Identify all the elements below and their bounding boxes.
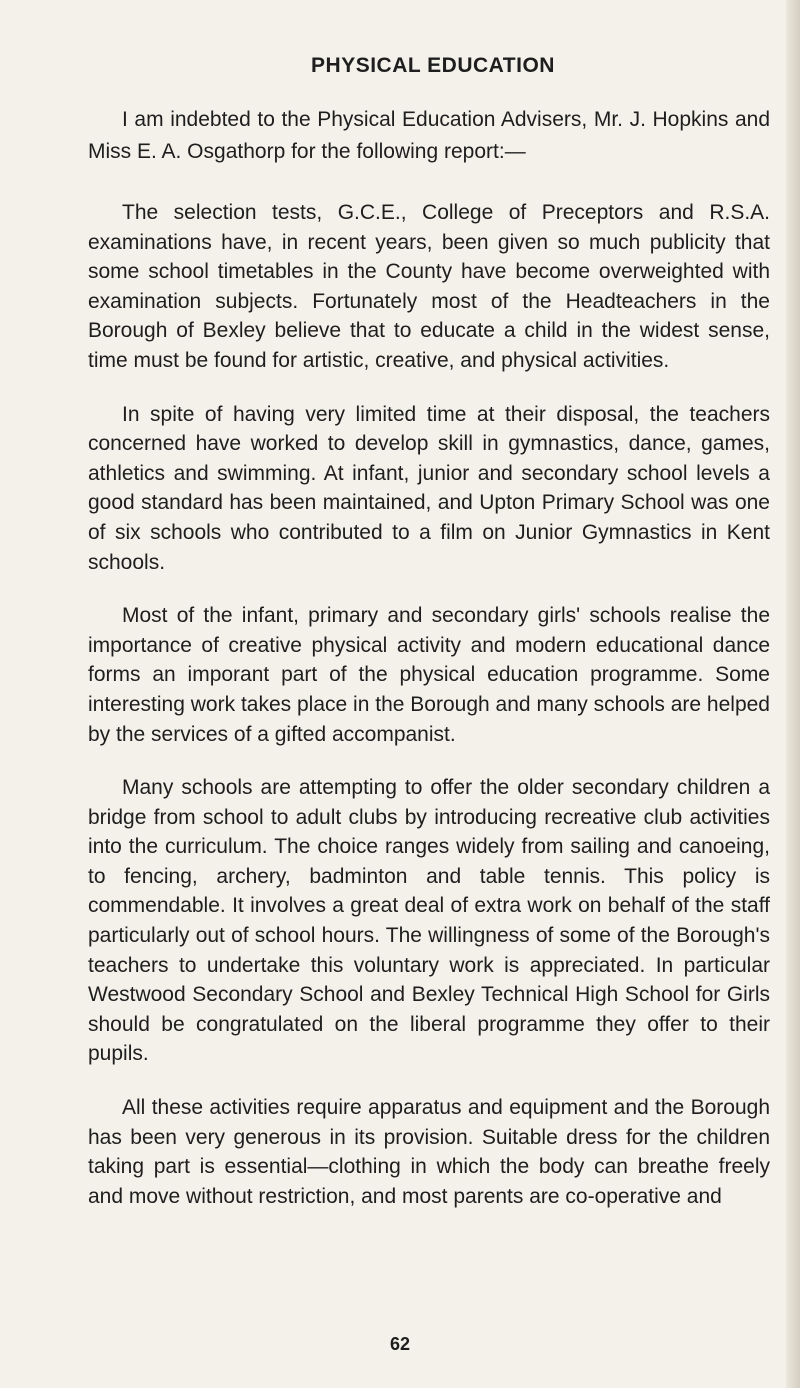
page-edge bbox=[786, 0, 800, 1388]
paragraph-club-activities: Many schools are attempting to offer the older secondary children a bridge from school to adult clubs by introducing recreative club activities into the curriculum. The choice ranges widely from sailing and canoeing, to fencing, archery, badminton and table tennis. This policy is commendable. It involves a great deal of extra work on behalf of the staff particularly out of school hours. The willingness of some of the Borough's teachers to undertake this voluntary work is appreciated. In particular Westwood Secondary School and Bexley Technical High School for Girls should be congratulated on the liberal programme they offer to their pupils. bbox=[88, 776, 770, 1066]
paragraph-intro: I am indebted to the Physical Education Advisers, Mr. J. Hopkins and Miss E. A. Osgathorp for the following report:— bbox=[88, 108, 770, 163]
paragraph-creative-activity: Most of the infant, primary and secondary girls' schools realise the importance of creative physical activity and modern educational dance forms an imporant part of the physical education programme. Some interesting work takes place in the Borough and many schools are helped by the services of a gifted accompanist. bbox=[88, 604, 770, 746]
paragraph-apparatus: All these activities require apparatus and equipment and the Borough has been very generous in its provision. Suitable dress for the children taking part is essential—clothing in which the body can breathe freely and move without restriction, and most parents are co-operative and bbox=[88, 1096, 770, 1208]
paragraph-limited-time: In spite of having very limited time at their disposal, the teachers concerned have worked to develop skill in gymnastics, dance, games, athletics and swimming. At infant, junior and secondary school levels a good standard has been maintained, and Upton Primary School was one of six schools who contributed to a film on Junior Gymnastics in Kent schools. bbox=[88, 402, 770, 574]
page-content bbox=[88, 54, 770, 1235]
page-number: 62 bbox=[389, 1334, 411, 1354]
paragraph-selection-tests: The selection tests, G.C.E., College of Preceptors and R.S.A. examinations have, in recent years, been given so much publicity that some school timetables in the County have become overweighted with examination subjects. Fortunately most of the Headteachers in the Borough of Bexley believe that to educate a child in the widest sense, time must be found for artistic, creative, and physical activities. bbox=[88, 201, 770, 372]
page-title: PHYSICAL EDUCATION bbox=[311, 54, 555, 77]
